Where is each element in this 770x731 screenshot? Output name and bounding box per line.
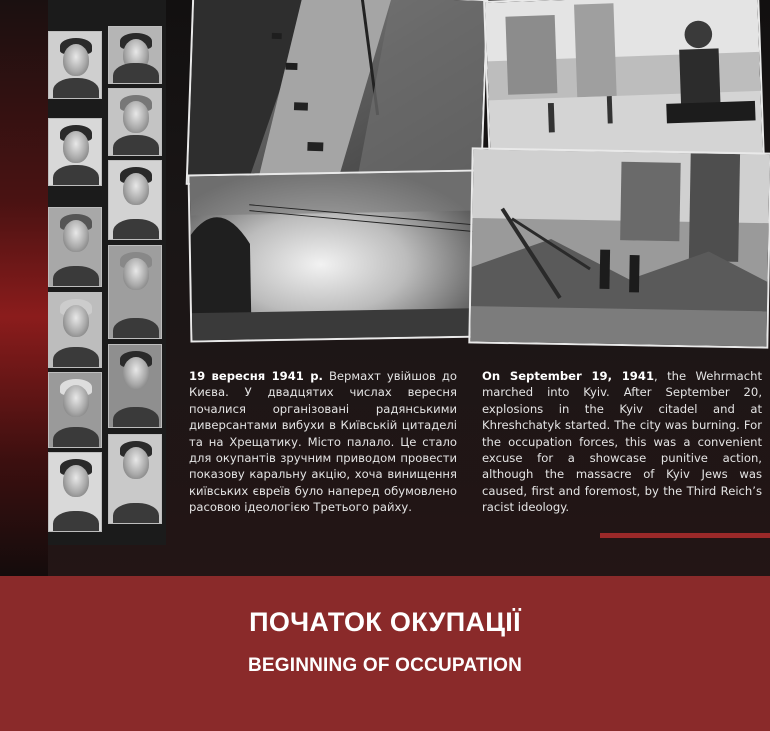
body-ukrainian: Вермахт увійшов до Києва. У двадцятих числах вересня почалися організовані радянськими диверсантами вибухи в Київській цитаделі та на Хрещатику. Місто палало. Це стало для окупантів зручним приводом провести показову каральну акцію, хоча винищення київських євреїв було наперед обумовлено расовою ідеологією Третього райху. bbox=[189, 369, 457, 515]
street-convoy-photo bbox=[186, 0, 489, 195]
portrait-photo bbox=[108, 434, 162, 524]
title-english: BEGINNING OF OCCUPATION bbox=[247, 655, 523, 676]
portrait-photo bbox=[108, 160, 162, 240]
portrait-photo bbox=[48, 207, 102, 287]
accent-divider bbox=[600, 533, 770, 538]
title-band bbox=[0, 576, 770, 731]
portrait-photo bbox=[48, 452, 102, 532]
portrait-photo bbox=[108, 344, 162, 428]
portrait-photo bbox=[48, 372, 102, 448]
portrait-photo bbox=[108, 245, 162, 339]
explosion-photo bbox=[188, 169, 483, 342]
title-ukrainian: ПОЧАТОК ОКУПАЦІЇ bbox=[249, 607, 521, 637]
red-gradient-bar bbox=[0, 0, 48, 576]
portrait-photo bbox=[108, 88, 162, 156]
portrait-photo bbox=[48, 292, 102, 368]
body-text-english bbox=[482, 368, 762, 516]
date-lead-english: On September 19, 1941 bbox=[482, 369, 655, 383]
date-lead-ukrainian: 19 вересня 1941 р. bbox=[189, 369, 323, 383]
soldier-street-photo bbox=[483, 0, 765, 169]
portrait-photo bbox=[108, 26, 162, 84]
portrait-photo bbox=[48, 118, 102, 186]
portrait-column bbox=[48, 0, 166, 545]
body-text-ukrainian bbox=[189, 368, 457, 516]
ruins-photo bbox=[468, 147, 770, 348]
portrait-photo bbox=[48, 31, 102, 99]
body-english: , the Wehrmacht marched into Kyiv. After September 20, explosions in the Kyiv citadel and at Khreshchatyk started. The city was burning. For the occupation forces, this was a convenient excuse for a showcase punitive action, although the massacre of Kyiv Jews was caused, first and foremost, by the Third Reich’s racist ideology. bbox=[482, 369, 762, 515]
